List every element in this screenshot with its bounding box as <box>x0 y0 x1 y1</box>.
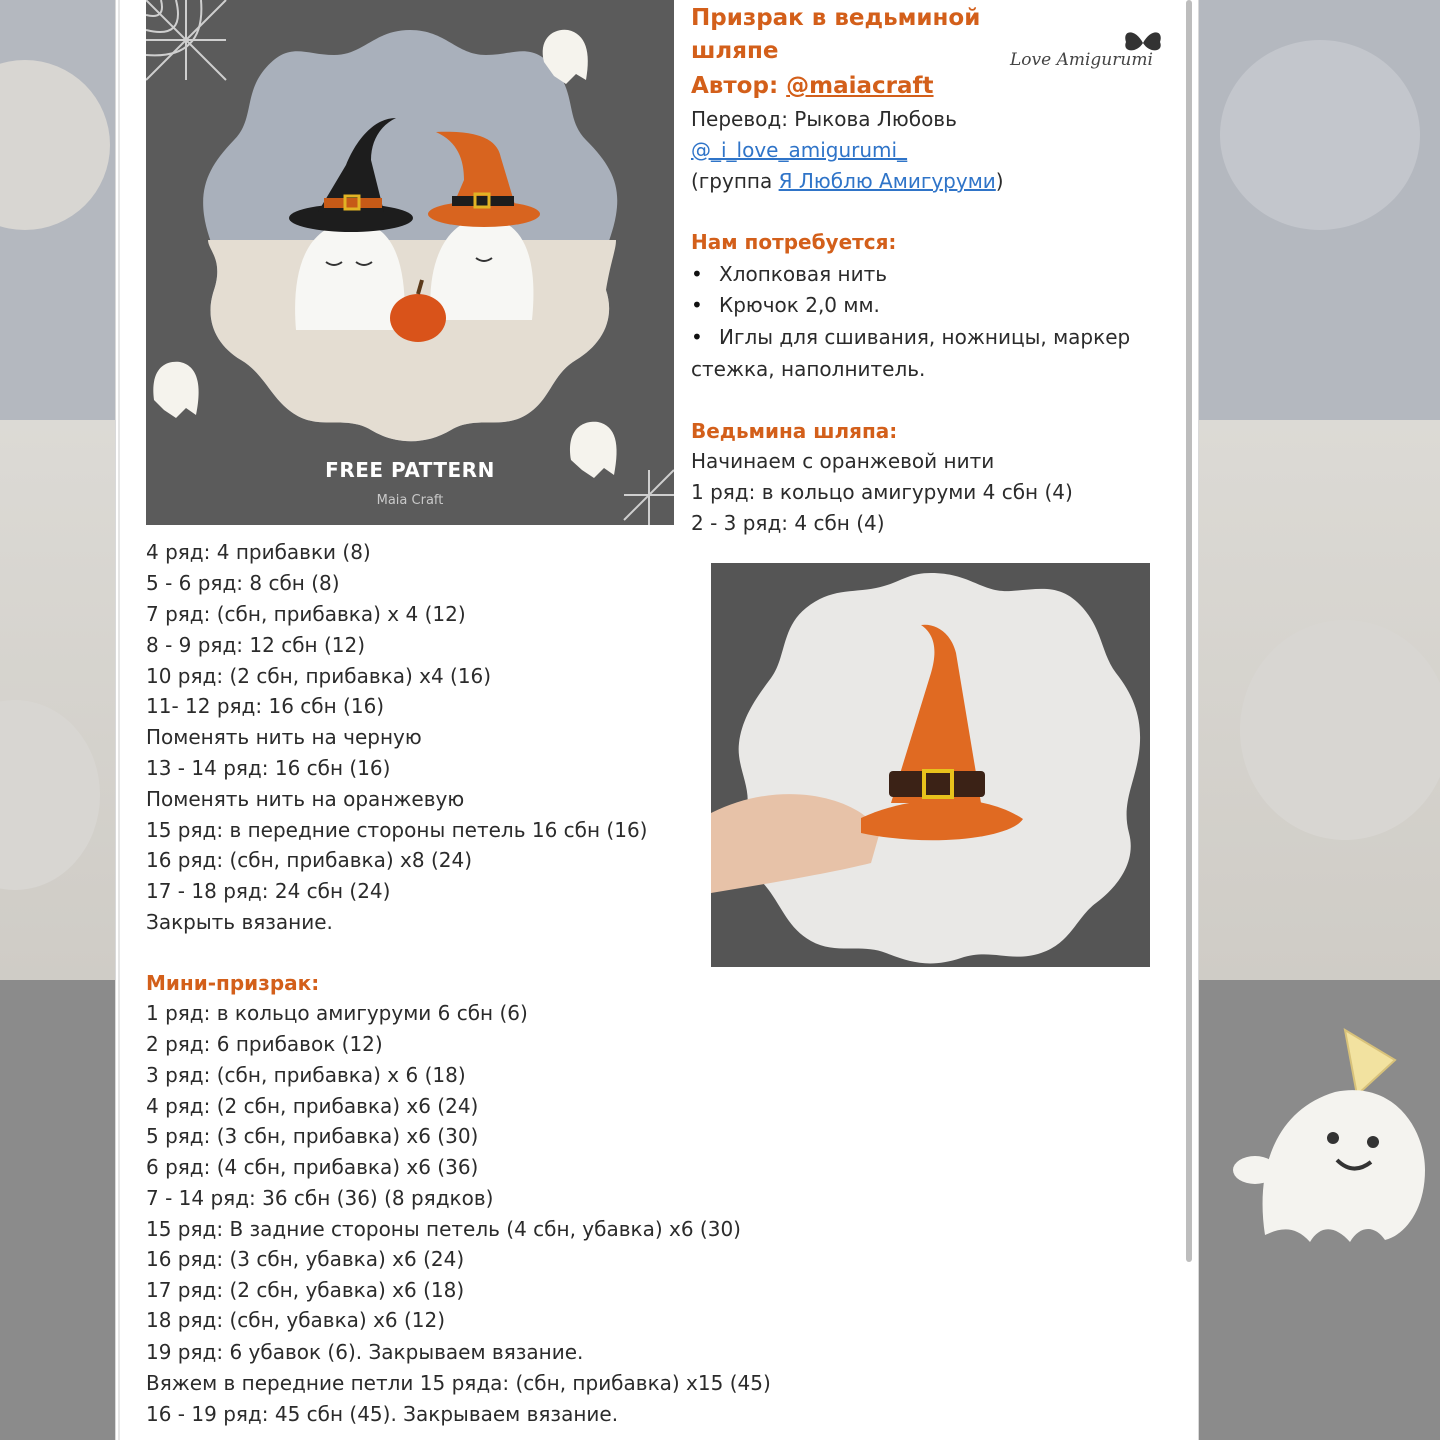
cover-subcaption: Maia Craft <box>376 493 444 508</box>
author-link[interactable]: @maiacraft <box>786 73 934 99</box>
scrollbar[interactable] <box>1186 0 1192 1262</box>
mini-ghost-row: 16 ряд: (3 сбн, убавка) х6 (24) <box>146 1247 465 1271</box>
mini-ghost-row: 5 ряд: (3 сбн, прибавка) х6 (30) <box>146 1124 479 1148</box>
mini-ghost-row: 6 ряд: (4 сбн, прибавка) х6 (36) <box>146 1155 479 1179</box>
mini-ghost-row: 3 ряд: (сбн, прибавка) х 6 (18) <box>146 1063 466 1087</box>
group-link[interactable]: Я Люблю Амигуруми <box>778 169 996 193</box>
author-line <box>691 70 934 103</box>
hat-photo <box>711 563 1150 967</box>
ghost-decoration-icon <box>1225 1020 1440 1250</box>
mini-ghost-row: 17 ряд: (2 сбн, убавка) х6 (18) <box>146 1278 465 1302</box>
cover-caption: FREE PATTERN <box>325 458 495 482</box>
materials-item-continued: стежка, наполнитель. <box>691 357 926 381</box>
background-scallop <box>1220 40 1420 230</box>
page-edge <box>118 0 120 1440</box>
cover-photo <box>146 0 674 525</box>
witch-hat-row: 5 - 6 ряд: 8 сбн (8) <box>146 571 340 595</box>
group-suffix: ) <box>995 169 1004 193</box>
hat-illustration <box>711 563 1150 967</box>
logo-text: Love Amigurumi <box>1010 50 1153 70</box>
group-line <box>691 166 1004 197</box>
mini-ghost-row: 19 ряд: 6 убавок (6). Закрываем вязание. <box>146 1340 584 1364</box>
group-prefix: (группа <box>691 169 779 193</box>
mini-ghost-row: 1 ряд: в кольцо амигуруми 6 сбн (6) <box>146 1001 528 1025</box>
mini-ghost-row: 16 - 19 ряд: 45 сбн (45). Закрываем вязание. <box>146 1402 619 1426</box>
witch-hat-row: 4 ряд: 4 прибавки (8) <box>146 540 371 564</box>
witch-hat-heading: Ведьмина шляпа: <box>691 419 898 443</box>
background-scallop <box>1240 620 1440 840</box>
witch-hat-row: 13 - 14 ряд: 16 сбн (16) <box>146 756 391 780</box>
page-title-continued: шляпе <box>691 38 779 64</box>
mini-ghost-row: 4 ряд: (2 сбн, прибавка) х6 (24) <box>146 1094 479 1118</box>
mini-ghost-row: Вяжем в передние петли 15 ряда: (сбн, прибавка) х15 (45) <box>146 1371 771 1395</box>
mini-ghost-row: 15 ряд: В задние стороны петель (4 сбн, убавка) х6 (30) <box>146 1217 741 1241</box>
materials-item: • Хлопковая нить <box>691 259 887 290</box>
witch-hat-row: 7 ряд: (сбн, прибавка) х 4 (12) <box>146 602 466 626</box>
witch-hat-row: Поменять нить на оранжевую <box>146 787 465 811</box>
materials-heading: Нам потребуется: <box>691 230 897 254</box>
translation-credit: Перевод: Рыкова Любовь <box>691 107 957 131</box>
witch-hat-row: 8 - 9 ряд: 12 сбн (12) <box>146 633 366 657</box>
love-amigurumi-logo <box>1010 28 1170 88</box>
witch-hat-intro-line: Начинаем с оранжевой нити <box>691 449 995 473</box>
author-label: Автор: <box>691 73 787 99</box>
mini-ghost-row: 2 ряд: 6 прибавок (12) <box>146 1032 383 1056</box>
mini-ghost-row: 18 ряд: (сбн, убавка) х6 (12) <box>146 1308 446 1332</box>
witch-hat-row: Поменять нить на черную <box>146 725 422 749</box>
materials-item: • Крючок 2,0 мм. <box>691 290 880 321</box>
mini-ghost-heading: Мини-призрак: <box>146 971 320 995</box>
witch-hat-row: 10 ряд: (2 сбн, прибавка) х4 (16) <box>146 664 492 688</box>
cover-illustration <box>146 0 674 525</box>
witch-hat-intro-line: 1 ряд: в кольцо амигуруми 4 сбн (4) <box>691 480 1073 504</box>
materials-item: • Иглы для сшивания, ножницы, маркер <box>691 322 1130 353</box>
translator-link[interactable]: @_i_love_amigurumi_ <box>691 138 908 162</box>
witch-hat-row: 17 - 18 ряд: 24 сбн (24) <box>146 879 391 903</box>
witch-hat-row: 16 ряд: (сбн, прибавка) х8 (24) <box>146 848 472 872</box>
witch-hat-row: Закрыть вязание. <box>146 910 333 934</box>
witch-hat-row: 11- 12 ряд: 16 сбн (16) <box>146 694 385 718</box>
mini-ghost-row: 7 - 14 ряд: 36 сбн (36) (8 рядков) <box>146 1186 494 1210</box>
witch-hat-row: 15 ряд: в передние стороны петель 16 сбн (16) <box>146 818 648 842</box>
page-title: Призрак в ведьминой <box>691 5 981 31</box>
witch-hat-intro-line: 2 - 3 ряд: 4 сбн (4) <box>691 511 885 535</box>
